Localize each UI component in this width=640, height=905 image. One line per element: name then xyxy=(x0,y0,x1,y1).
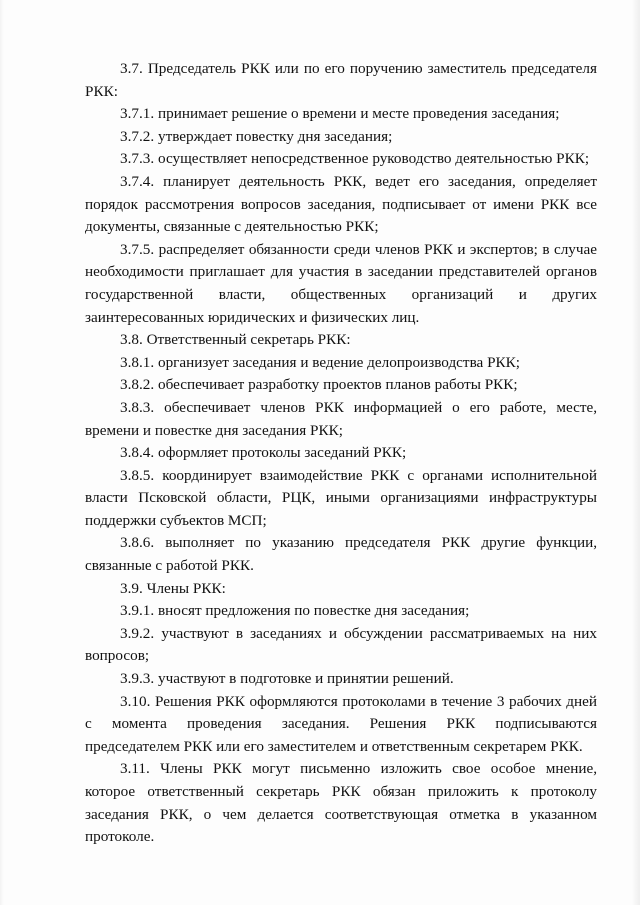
scan-edge-right xyxy=(632,0,640,905)
paragraph-3-8-5: 3.8.5. координирует взаимодействие РКК с органами исполнительной власти Псковской области, РЦК, иными организациями инфраструктуры поддержки субъектов МСП; xyxy=(85,466,597,529)
document-body xyxy=(85,58,597,849)
paragraph-3-7-2: 3.7.2. утверждает повестку дня заседания; xyxy=(120,127,393,145)
scan-edge-left xyxy=(0,0,4,905)
paragraph-3-7-3: 3.7.3. осуществляет непосредственное руководство деятельностью РКК; xyxy=(120,150,590,168)
paragraph-3-9: 3.9. Члены РКК: xyxy=(120,579,226,597)
paragraph-3-9-2: 3.9.2. участвуют в заседаниях и обсуждении рассматриваемых на них вопросов; xyxy=(85,624,597,665)
paragraph-3-8-2: 3.8.2. обеспечивает разработку проектов планов работы РКК; xyxy=(120,376,518,394)
paragraph-3-8-4: 3.8.4. оформляет протоколы заседаний РКК; xyxy=(120,444,407,462)
paragraph-3-8-3: 3.8.3. обеспечивает членов РКК информацией о его работе, месте, времени и повестке дня заседания РКК; xyxy=(85,398,597,439)
paragraph-3-11: 3.11. Члены РКК могут письменно изложить свое особое мнение, которое ответственный секретарь РКК обязан приложить к протоколу заседания РКК, о чем делается соответствующая отметка в указанном протоколе. xyxy=(85,760,597,846)
paragraph-3-7-5: 3.7.5. распределяет обязанности среди членов РКК и экспертов; в случае необходимости приглашает для участия в заседании представителей органов государственной власти, общественных организаций и других заинтересованных юридических и физических лиц. xyxy=(85,240,597,326)
paragraph-3-9-1: 3.9.1. вносят предложения по повестке дня заседания; xyxy=(120,602,470,620)
paragraph-3-7: 3.7. Председатель РКК или по его поручению заместитель председателя РКК: xyxy=(85,60,597,100)
paragraph-3-8: 3.8. Ответственный секретарь РКК: xyxy=(120,331,351,349)
paragraph-3-7-1: 3.7.1. принимает решение о времени и месте проведения заседания; xyxy=(120,105,560,123)
paragraph-3-8-1: 3.8.1. организует заседания и ведение делопроизводства РКК; xyxy=(120,353,520,371)
paragraph-3-7-4: 3.7.4. планирует деятельность РКК, ведет его заседания, определяет порядок рассмотрения вопросов заседания, подписывает от имени РКК все документы, связанные с деятельностью РКК; xyxy=(85,172,597,236)
paragraph-3-8-6: 3.8.6. выполняет по указанию председателя РКК другие функции, связанные с работой РКК. xyxy=(85,534,597,575)
paragraph-3-10: 3.10. Решения РКК оформляются протоколами в течение 3 рабочих дней с момента проведения заседания. Решения РКК подписываются председателем РКК или его заместителем и ответственным секретарем РКК. xyxy=(85,692,597,755)
paragraph-3-9-3: 3.9.3. участвуют в подготовке и принятии решений. xyxy=(120,670,454,688)
